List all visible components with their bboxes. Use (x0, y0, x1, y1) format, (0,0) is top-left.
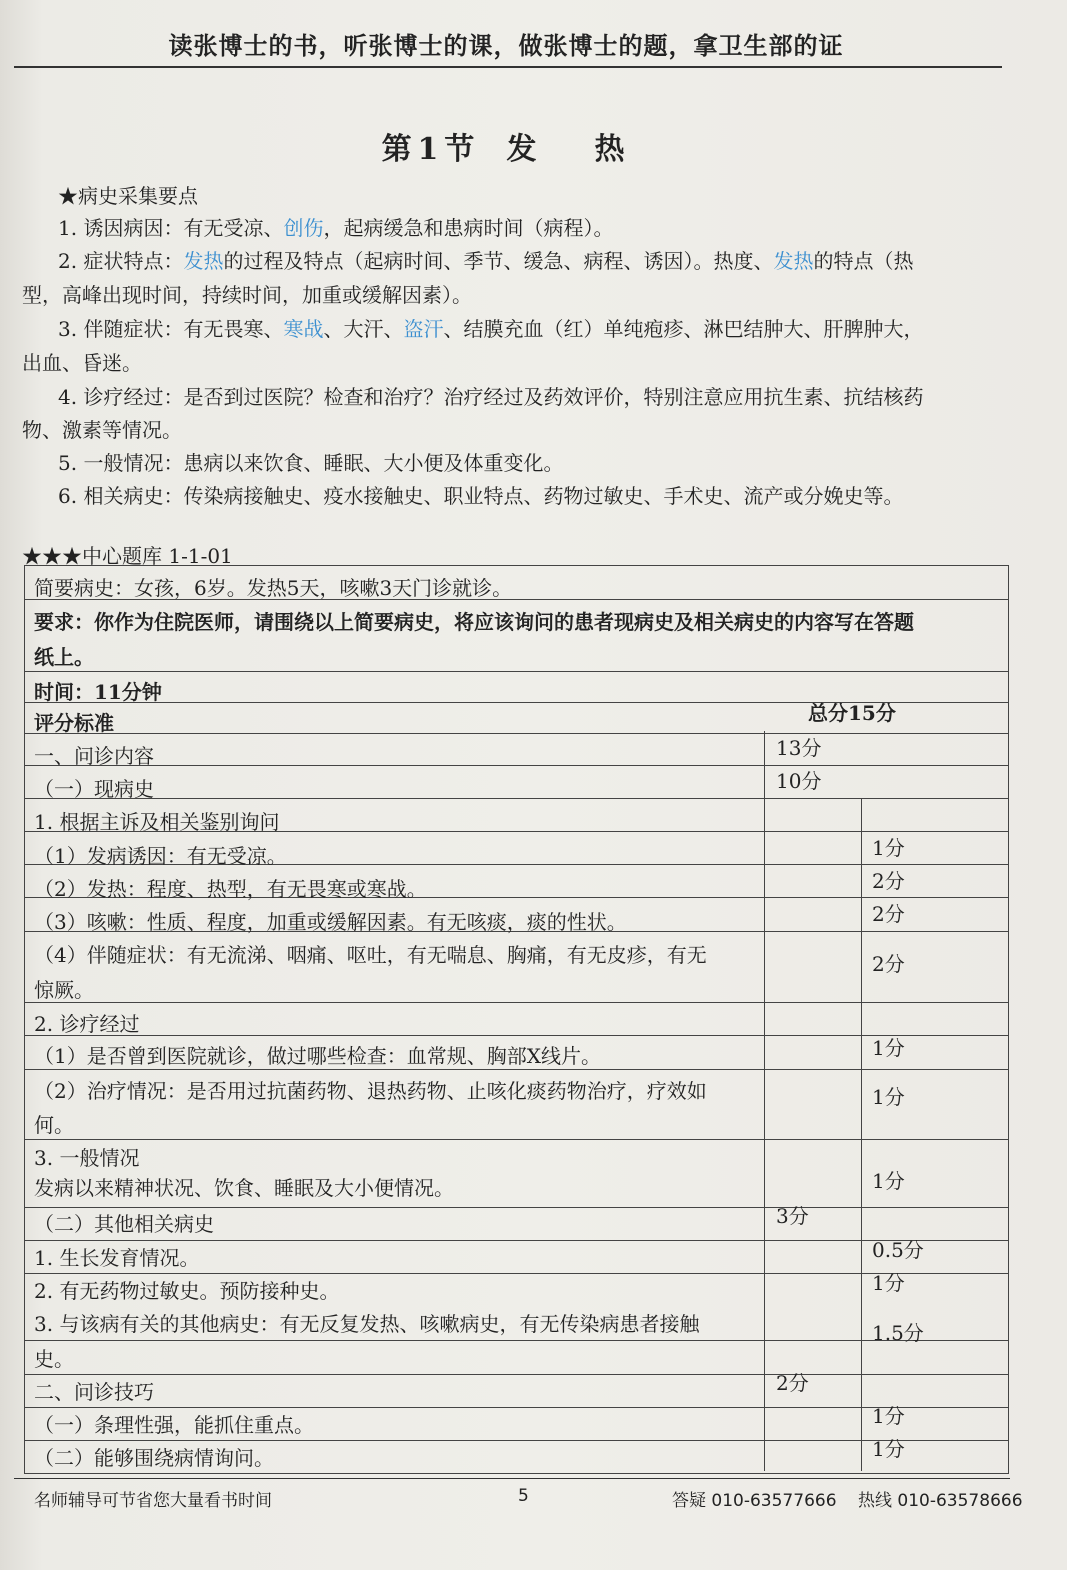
keyword-highlight: 寒战 (283, 317, 324, 341)
keyword-highlight: 发热 (183, 249, 224, 273)
history-item-1: 1. 诱因病因：有无受凉、创伤，起病缓急和患病时间（病程）。 (58, 216, 614, 240)
history-item-4-cont: 物、激素等情况。 (22, 418, 182, 442)
case-requirement: 要求：你作为住院医师，请围绕以上简要病史，将应该询问的患者现病史及相关病史的内容写在答题 (34, 610, 914, 634)
keyword-highlight: 发热 (773, 249, 814, 273)
footer-rule (14, 1478, 1010, 1479)
section-number: 第1节 (381, 132, 481, 167)
total-score: 总分15分 (808, 701, 896, 725)
history-item-6: 6. 相关病史：传染病接触史、疫水接触史、职业特点、药物过敏史、手术史、流产或分娩史等。 (58, 484, 904, 508)
keyword-highlight: 创伤 (283, 216, 324, 240)
section-title (0, 124, 1012, 168)
question-bank-label: ★★★中心题库 1-1-01 (22, 544, 233, 568)
header-motto: 读张博士的书，听张博士的课，做张博士的题，拿卫生部的证 (168, 32, 844, 60)
history-item-5: 5. 一般情况：患病以来饮食、睡眠、大小便及体重变化。 (58, 451, 564, 475)
keyword-highlight: 盗汗 (403, 317, 444, 341)
footer-qa-phone: 答疑 010-63577666 (672, 1491, 837, 1511)
history-item-2: 2. 症状特点：发热的过程及特点（起病时间、季节、缓急、病程、诱因）。热度、发热的特点（热 (58, 249, 914, 273)
case-brief: 简要病史：女孩，6岁。发热5天，咳嗽3天门诊就诊。 (34, 576, 513, 600)
footer-slogan: 名师辅导可节省您大量看书时间 (34, 1491, 272, 1511)
section-title-char-1: 发 (506, 132, 543, 167)
history-item-3-cont: 出血、昏迷。 (22, 351, 142, 375)
history-heading: ★病史采集要点 (58, 184, 198, 208)
case-requirement-cont: 纸上。 (34, 645, 94, 669)
history-item-4: 4. 诊疗经过：是否到过医院？检查和治疗？治疗经过及药效评价，特别注意应用抗生素、抗结核药 (58, 385, 924, 409)
header-rule (14, 66, 1002, 68)
page-number: 5 (518, 1486, 529, 1506)
history-item-3: 3. 伴随症状：有无畏寒、寒战、大汗、盗汗、结膜充血（红）单纯疱疹、淋巴结肿大、肝脾肿大， (58, 317, 924, 341)
time-limit: 时间：11分钟 (34, 680, 162, 704)
history-item-2-cont: 型，高峰出现时间，持续时间，加重或缓解因素）。 (22, 283, 472, 307)
footer-hotline: 热线 010-63578666 (858, 1491, 1023, 1511)
scoring-criteria-label: 评分标准 (34, 711, 114, 735)
book-page: 读张博士的书，听张博士的课，做张博士的题，拿卫生部的证 第1节 发 热 ★病史采集要点 1. 诱因病因：有无受凉、创伤，起病缓急和患病时间（病程）。 2. 症状特点：发热的过程及特点（起病时间、季节、缓急、病程、诱因）。热度、发热的特点（热 型，高峰出现时间，持续时间，加重或缓解因素）。 3. 伴随症状：有无畏寒、寒战、大汗、盗汗、结膜充血（红）单纯疱疹、淋巴结肿大、肝脾肿大， 出血、昏迷。 4. 诊疗经过：是否到过医院？检查和治疗？治疗经过及药效评价，特别注意应用抗生素、抗结核药 物、激素等情况。 5. 一般情况：患病以来饮食、睡眠、大小便及体重变化。 6. 相关病史：传染病接触史、疫水接触史、职业特点、药物过敏史、手术史、流产或分娩史等。 ★★★中心题库 1-1-01 简要病史：女孩，6岁。发热5天，咳嗽3天门诊就诊。 要求：你作为住院医师，请围绕以上简要病史，将应该询问的患者现病史及相关病史的内容写在答题 纸上。 时间：11分钟 评分标准 总分15分 一、问诊内容 13分 （一）现病史 10分 1. 根据主诉及相关鉴别询问 （1）发病诱因：有无受凉。 1分 （2）发热：程度、热型，有无畏寒或寒战。 2分 （3）咳嗽：性质、程度，加重或缓解因素。有无咳痰，痰的性状。 2分 （4）伴随症状：有无流涕、咽痛、呕吐，有无喘息、胸痛，有无皮疹，有无 惊厥。 2分 2. 诊疗经过 （1）是否曾到医院就诊，做过哪些检查：血常规、胸部X线片。 1分 （2）治疗情况：是否用过抗菌药物、退热药物、止咳化痰药物治疗，疗效如 何。 1分 3. 一般情况 发病以来精神状况、饮食、睡眠及大小便情况。 1分 （二）其他相关病史 3分 1. 生长发育情况。 0.5分 2. 有无药物过敏史。预防接种史。 1分 3. 与该病有关的其他病史：有无反复发热、咳嗽病史，有无传染病患者接触 史。 1.5分 二、问诊技巧 2分 （一）条理性强，能抓住重点。 1分 （二）能够围绕病情询问。 1分 名师辅导可节省您大量看书时间 5 答疑 010-63577666 热线 010-63578666 (0, 0, 1067, 1570)
section-title-char-2: 热 (594, 132, 631, 167)
